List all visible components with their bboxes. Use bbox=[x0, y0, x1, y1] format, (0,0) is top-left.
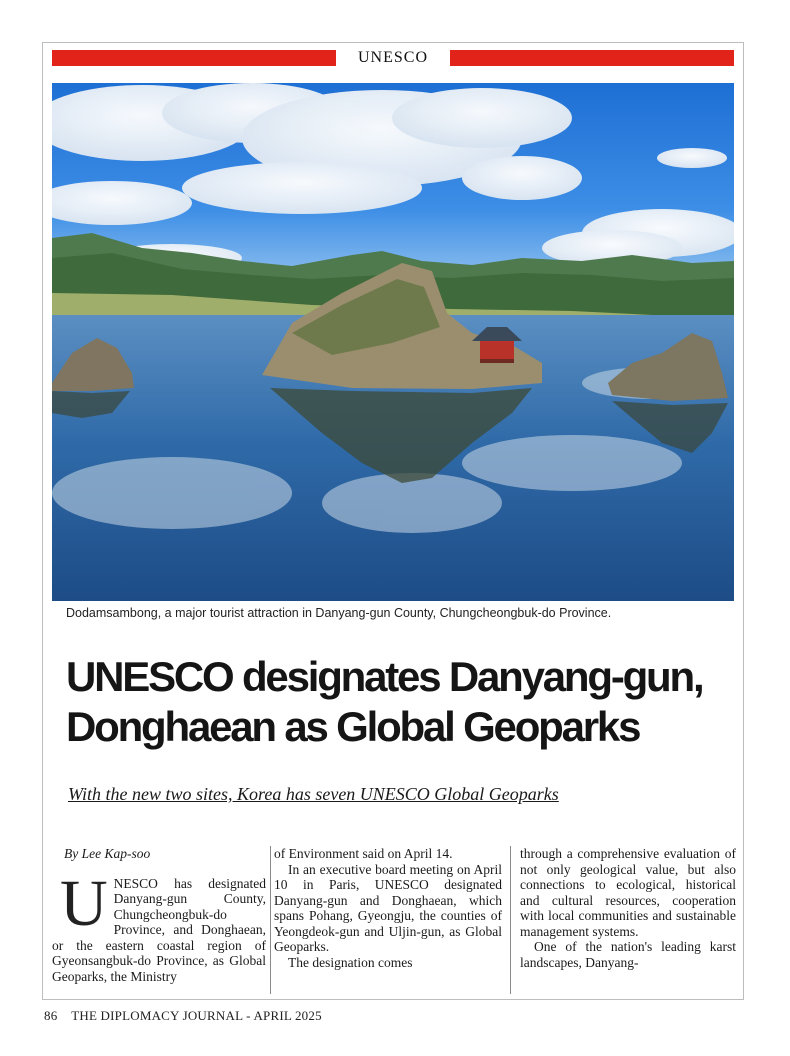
subheadline: With the new two sites, Korea has seven UNESCO Global Geoparks bbox=[68, 784, 559, 804]
paragraph: The designation comes bbox=[288, 954, 413, 970]
byline: By Lee Kap-soo bbox=[64, 846, 151, 861]
paragraph: of Environment said on April 14. bbox=[274, 846, 453, 861]
publication-name: THE DIPLOMACY JOURNAL - APRIL 2025 bbox=[71, 1008, 322, 1023]
landscape-photo bbox=[52, 83, 734, 601]
article-column-2 bbox=[274, 846, 502, 996]
section-header bbox=[52, 48, 734, 68]
column-divider-1 bbox=[270, 846, 271, 994]
header-bar-left bbox=[52, 50, 336, 66]
lead-text: NESCO has designated Danyang-gun County, Chungcheongbuk-do Province, and Donghaean, or the eastern coastal region of Gyeonsangbuk-do Province, as Global Geoparks, the Ministry bbox=[52, 875, 266, 984]
column-divider-2 bbox=[510, 846, 511, 994]
paragraph: In an executive board meeting on April 10 in Paris, UNESCO designated Danyang-gun and Donghaean, which spans Pohang, Gyeongju, the counties of Yeongdeok-gun and Uljin-gun, as Global Geoparks. bbox=[274, 861, 502, 954]
page-number: 86 bbox=[44, 1008, 58, 1023]
photo-caption: Dodamsambong, a major tourist attraction in Danyang-gun County, Chungcheongbuk-do Province. bbox=[66, 606, 612, 620]
headline-line-2: Donghaean as Global Geoparks bbox=[66, 703, 640, 750]
dropcap: U bbox=[60, 866, 108, 940]
paragraph: through a comprehensive evaluation of not only geological value, but also connections to ecological, historical and cultural resources, cooperation with local communities and sustainable management systems. bbox=[520, 846, 736, 939]
paragraph: One of the nation's leading karst landscapes, Danyang- bbox=[520, 939, 736, 970]
headline-line-1: UNESCO designates Danyang-gun, bbox=[66, 653, 703, 700]
headline bbox=[66, 652, 736, 752]
header-bar-right bbox=[450, 50, 734, 66]
page-footer bbox=[44, 1008, 322, 1024]
article-column-1 bbox=[52, 846, 266, 996]
article-column-3 bbox=[520, 846, 736, 996]
section-label: UNESCO bbox=[357, 49, 428, 66]
lead-paragraph bbox=[52, 866, 266, 985]
